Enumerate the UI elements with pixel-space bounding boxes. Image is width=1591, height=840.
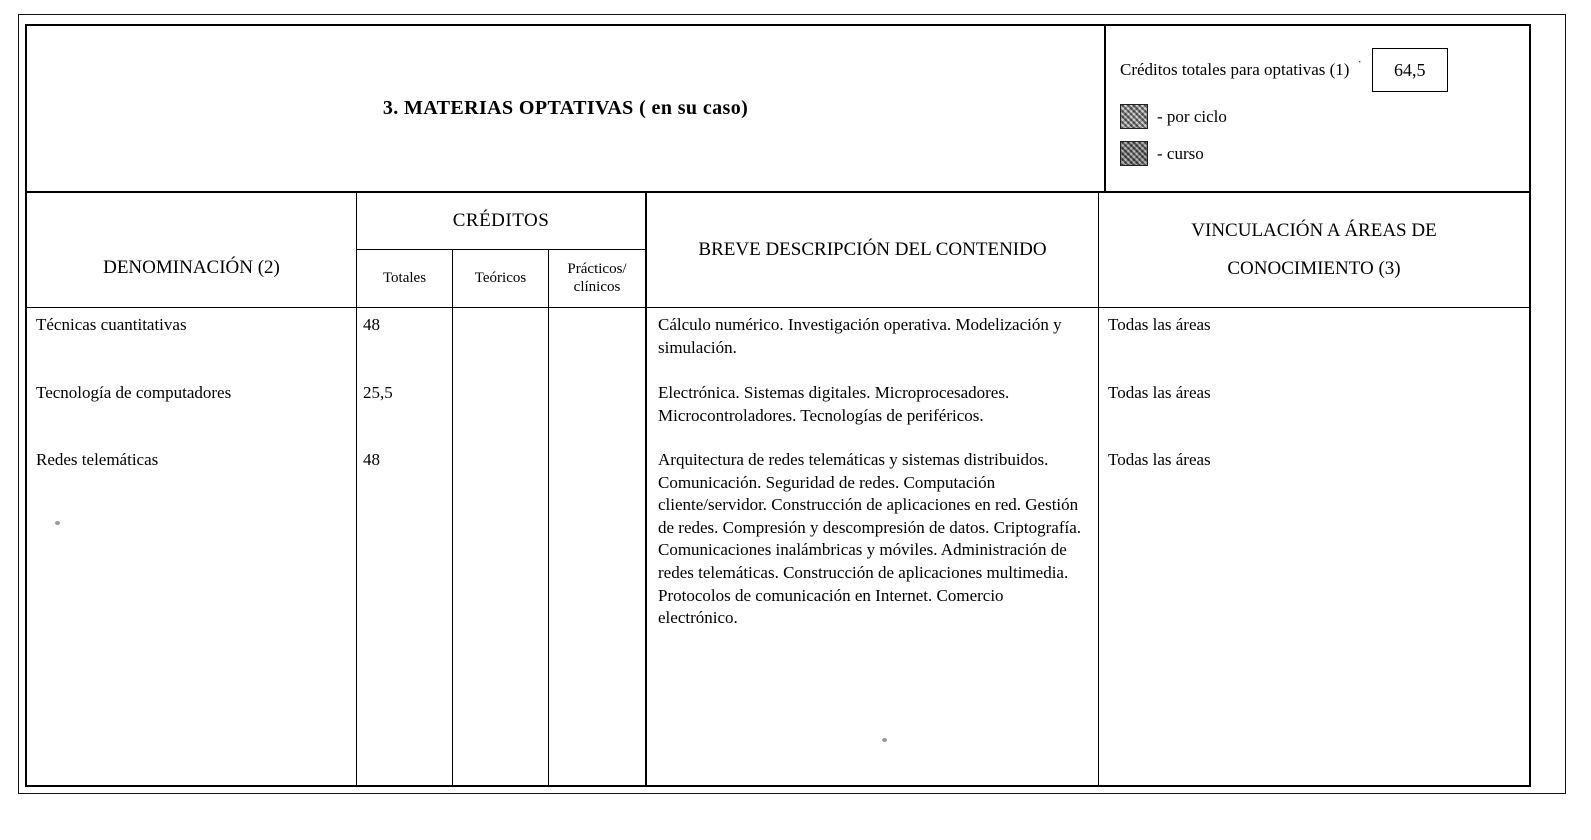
page-title: 3. MATERIAS OPTATIVAS ( en su caso) — [382, 97, 749, 119]
column-header-totales: Totales — [357, 250, 453, 307]
table-row: Redes telemáticas — [36, 450, 159, 469]
legend-cell — [1106, 26, 1529, 191]
table-row: 48 — [363, 315, 380, 334]
column-header-band — [27, 193, 1529, 308]
legend-total-label: Créditos totales para optativas (1) — [1120, 60, 1350, 79]
table-row: Todas las áreas — [1108, 450, 1211, 469]
scan-artifact — [882, 738, 887, 742]
hatch-swatch-dark-icon — [1120, 141, 1148, 166]
table-row: Tecnología de computadores — [36, 383, 232, 402]
legend-item-curso — [1120, 141, 1529, 166]
optional-subjects-table — [25, 24, 1531, 787]
hatch-swatch-icon — [1120, 104, 1148, 129]
legend-item-ciclo-label: - por ciclo — [1157, 106, 1227, 126]
column-denominacion — [27, 308, 357, 785]
table-row: Cálculo numérico. Investigación operativa. Modelización y simulación. — [658, 315, 1062, 357]
scan-artifact — [55, 521, 60, 525]
column-header-creditos-sub — [357, 250, 645, 307]
total-credits-box: 64,5 — [1372, 48, 1448, 92]
table-title-cell — [27, 26, 1106, 191]
table-row: Todas las áreas — [1108, 383, 1211, 402]
column-header-vinculacion — [1099, 193, 1529, 307]
column-header-creditos: CRÉDITOS — [357, 193, 645, 250]
column-header-vinculacion-line1: VINCULACIÓN A ÁREAS DE — [1191, 220, 1437, 241]
column-header-vinculacion-line2: CONOCIMIENTO (3) — [1227, 258, 1401, 279]
column-vinculacion — [1099, 308, 1529, 785]
table-header-band — [27, 26, 1529, 193]
table-row: Arquitectura de redes telemáticas y sistemas distribuidos. Comunicación. Seguridad de redes. Computación cliente/servidor. Construcción de aplicaciones en red. Gestión de redes. Compresión y descompresión de datos. Criptografía. Comunicaciones inalámbricas y móviles. Administración de redes telemáticas. Construcción de aplicaciones multimedia. Protocolos de comunicación en Internet. Comercio electrónico. — [658, 450, 1082, 628]
legend-item-ciclo — [1120, 104, 1529, 129]
column-descripcion — [647, 308, 1099, 785]
column-totales — [357, 308, 453, 785]
legend-total-row — [1120, 48, 1529, 92]
table-row: 48 — [363, 450, 380, 469]
table-row: Electrónica. Sistemas digitales. Microprocesadores. Microcontroladores. Tecnologías de periféricos. — [658, 383, 1010, 425]
table-row: 25,5 — [363, 383, 393, 402]
table-row: Todas las áreas — [1108, 315, 1211, 334]
column-header-descripcion: BREVE DESCRIPCIÓN DEL CONTENIDO — [647, 193, 1099, 307]
legend-item-curso-label: - curso — [1157, 143, 1204, 163]
legend-tick-mark: · — [1357, 54, 1362, 69]
column-teoricos — [453, 308, 549, 785]
column-practicos — [549, 308, 647, 785]
table-body — [27, 308, 1529, 785]
column-header-denominacion: DENOMINACIÓN (2) — [27, 193, 357, 307]
table-row: Técnicas cuantitativas — [36, 315, 187, 334]
column-header-creditos-group — [357, 193, 647, 307]
column-header-teoricos: Teóricos — [453, 250, 549, 307]
column-header-practicos: Prácticos/ clínicos — [567, 261, 627, 295]
